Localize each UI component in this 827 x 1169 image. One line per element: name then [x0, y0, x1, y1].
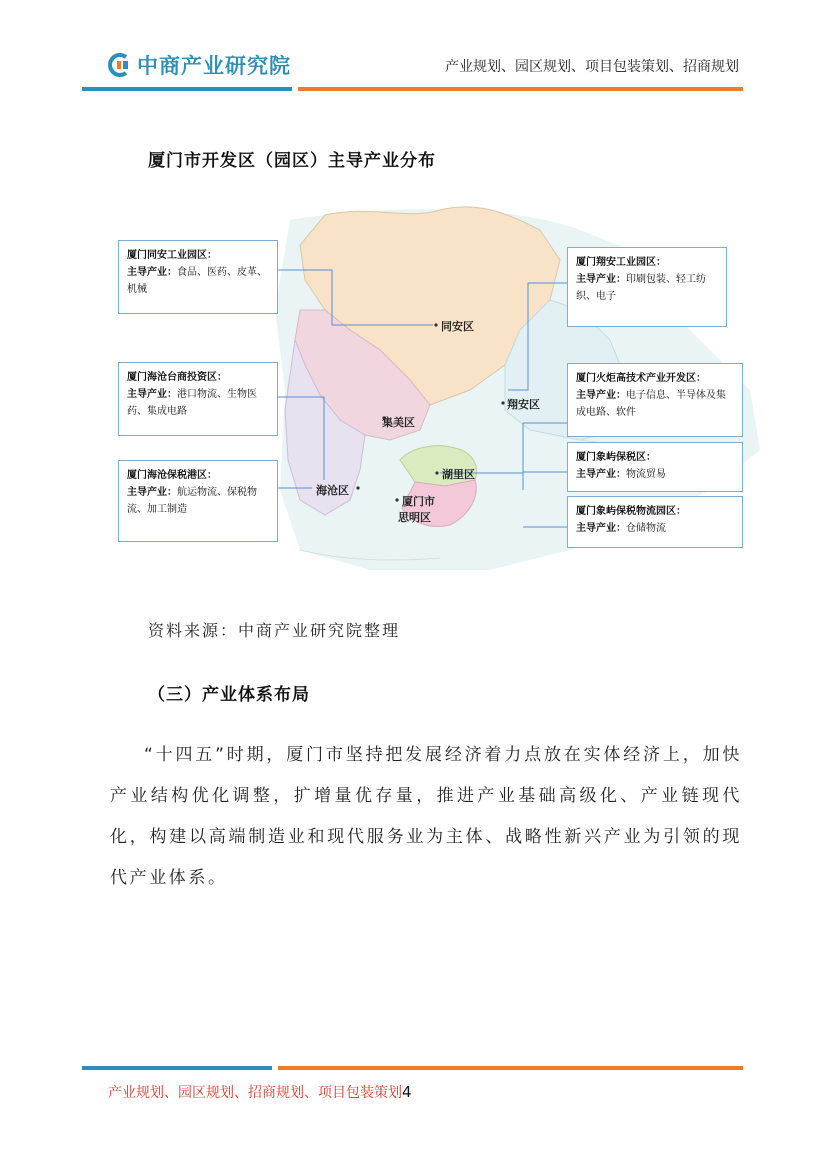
header-rule-blue: [82, 87, 292, 91]
footer: [108, 1082, 412, 1102]
district-tongan: 同安区: [441, 320, 474, 333]
zone-name: 厦门海沧保税港区：: [127, 470, 217, 481]
zone-industries: 食品、医药、皮革、机械: [127, 267, 267, 295]
header-rule-orange: [298, 87, 743, 91]
zone-key: 主导产业：: [127, 487, 177, 498]
figure-title: 厦门市开发区（园区）主导产业分布: [148, 151, 436, 171]
zone-name: 厦门海沧台商投资区：: [127, 372, 227, 383]
zone-industries: 航运物流、保税物流、加工制造: [127, 487, 257, 515]
zone-key: 主导产业：: [576, 523, 626, 534]
zone-industries: 港口物流、生物医药、集成电路: [127, 389, 257, 417]
zone-key: 主导产业：: [127, 389, 177, 400]
zone-torch-hi-tech: [567, 363, 743, 437]
district-jimei: 集美区: [382, 416, 415, 429]
zone-haicang-bonded-port: [118, 460, 278, 542]
zone-key: 主导产业：: [576, 390, 626, 401]
logo: [106, 50, 291, 80]
zone-xiangan-industrial-park: [567, 247, 727, 327]
zone-name: 厦门象屿保税物流园区：: [576, 506, 686, 517]
zone-xiangyu-bonded: [567, 442, 743, 492]
zone-key: 主导产业：: [127, 267, 177, 278]
footer-rule-orange: [278, 1066, 743, 1070]
footer-services: 产业规划、园区规划、招商规划、项目包装策划: [108, 1085, 402, 1101]
zone-tongan-industrial-park: [118, 240, 278, 314]
body-paragraph: “十四五”时期，厦门市坚持把发展经济着力点放在实体经济上，加快产业结构优化调整，扩增量优存量，推进产业基础高级化、产业链现代化，构建以高端制造业和现代服务业为主体、战略性新兴产业为引领的现代产业体系。: [110, 745, 742, 888]
zone-xiangyu-bonded-logistics: [567, 496, 743, 548]
zone-industries: 印刷包装、轻工纺织、电子: [576, 274, 706, 302]
logo-mark-icon: [106, 52, 132, 78]
zone-key: 主导产业：: [576, 274, 626, 285]
zone-name: 厦门象屿保税区：: [576, 452, 656, 463]
footer-rule-blue: [82, 1066, 272, 1070]
page-number: 4: [402, 1083, 412, 1101]
header-services: 产业规划、园区规划、项目包装策划、招商规划: [445, 59, 739, 75]
district-huli: 湖里区: [442, 468, 475, 481]
zone-name: 厦门同安工业园区：: [127, 250, 217, 261]
figure-source: 资料来源：中商产业研究院整理: [148, 621, 401, 640]
district-siming: 思明区: [398, 511, 431, 524]
section-title: （三）产业体系布局: [148, 685, 310, 705]
zone-industries: 物流贸易: [626, 469, 666, 480]
district-xiamen-city: 厦门市: [402, 495, 435, 508]
zone-name: 厦门翔安工业园区：: [576, 257, 666, 268]
industry-map: [110, 190, 760, 585]
zone-key: 主导产业：: [576, 469, 626, 480]
district-xiangan: 翔安区: [507, 398, 540, 411]
zone-haicang-taiwan-investment: [118, 362, 278, 436]
district-haicang: 海沧区: [316, 484, 349, 497]
zone-industries: 仓储物流: [626, 523, 666, 534]
zone-name: 厦门火炬高技术产业开发区：: [576, 373, 706, 384]
zone-industries: 电子信息、半导体及集成电路、软件: [576, 390, 726, 418]
logo-text: 中商产业研究院: [137, 54, 291, 78]
